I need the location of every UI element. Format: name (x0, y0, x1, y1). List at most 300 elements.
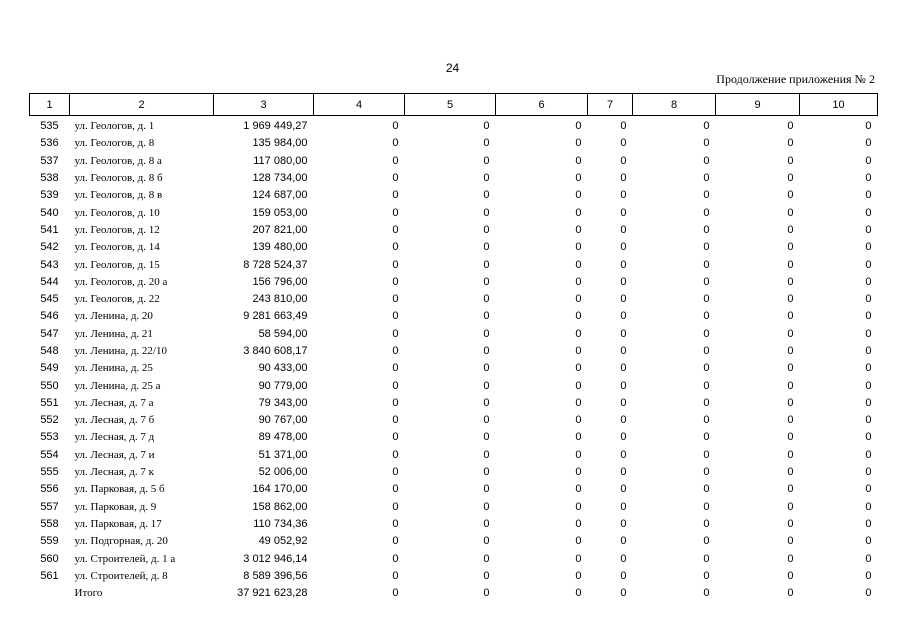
table-row-col-6: 0 (575, 223, 582, 236)
total-row-col-9: 0 (787, 587, 794, 600)
column-header-5: 5 (405, 94, 496, 116)
table-row-col-9: 0 (787, 431, 794, 444)
table-row-col-6: 0 (575, 379, 582, 392)
table-row-address: ул. Подгорная, д. 20 (74, 535, 168, 548)
table-row (30, 153, 878, 170)
table-row-amount: 1 969 449,27 (243, 120, 308, 133)
table-row-col-9: 0 (787, 396, 794, 409)
table-row-col-10: 0 (865, 345, 872, 357)
total-row-col-7: 0 (620, 587, 627, 600)
table-row-col-6: 0 (575, 535, 582, 548)
table-row-address: ул. Лесная, д. 7 а (74, 396, 154, 409)
table-row-row-number: 543 (40, 258, 59, 271)
table-row-col-5: 0 (483, 569, 490, 582)
table-row-col-10: 0 (865, 310, 872, 323)
table-row-col-8: 0 (703, 258, 710, 271)
table-row-col-7: 0 (620, 223, 627, 236)
table-row-amount: 135 984,00 (252, 137, 308, 150)
table-row-col-6: 0 (575, 206, 582, 219)
table-row-col-9: 0 (787, 517, 794, 530)
table-row (30, 481, 878, 498)
table-row-col-9: 0 (787, 345, 794, 357)
table-row-col-8: 0 (703, 466, 710, 479)
column-header-4: 4 (314, 94, 405, 116)
table-row-col-9: 0 (787, 275, 794, 288)
table-row-col-6: 0 (575, 293, 582, 306)
table-row-col-10: 0 (865, 154, 872, 167)
table-row-row-number: 556 (40, 483, 59, 496)
page-number: 24 (445, 61, 460, 75)
table-row-col-8: 0 (703, 414, 710, 427)
table-row-address: ул. Парковая, д. 5 б (74, 483, 165, 496)
table-row-col-9: 0 (787, 206, 794, 219)
table-row (30, 135, 878, 152)
table-row-amount: 128 734,00 (252, 172, 308, 185)
table-row-col-7: 0 (620, 275, 627, 288)
table-row-address: ул. Лесная, д. 7 б (74, 414, 155, 427)
total-row-row-number (30, 585, 70, 602)
table-row (30, 187, 878, 204)
table-row-amount: 90 433,00 (258, 362, 308, 375)
table-row-row-number: 540 (40, 206, 59, 219)
column-header-9: 9 (716, 94, 800, 116)
table-row-amount: 9 281 663,49 (243, 310, 308, 323)
table-row (30, 429, 878, 446)
table-row-col-10: 0 (865, 379, 872, 392)
table-row-row-number: 555 (40, 466, 59, 479)
column-header-8: 8 (633, 94, 716, 116)
table-row-col-10: 0 (865, 275, 872, 288)
table-row-col-8: 0 (703, 431, 710, 444)
table-row-col-4: 0 (392, 448, 399, 461)
total-row (30, 585, 878, 602)
table-row-address: ул. Геологов, д. 1 (74, 120, 155, 133)
table-row-col-8: 0 (703, 293, 710, 306)
table-row-col-10: 0 (865, 223, 872, 236)
table-row-row-number: 544 (40, 275, 59, 288)
table-row-col-7: 0 (620, 327, 627, 340)
table-row-amount: 51 371,00 (258, 448, 308, 461)
table-row-col-9: 0 (787, 189, 794, 202)
table-row-row-number: 537 (40, 154, 59, 167)
table-row-col-10: 0 (865, 293, 872, 306)
table-row-col-7: 0 (620, 414, 627, 427)
table-row-col-8: 0 (703, 500, 710, 513)
data-table (29, 93, 878, 602)
table-row-col-10: 0 (865, 483, 872, 496)
table-row-col-9: 0 (787, 500, 794, 513)
table-row-address: ул. Лесная, д. 7 д (74, 431, 155, 444)
table-row-col-8: 0 (703, 483, 710, 496)
table-row-col-4: 0 (392, 552, 399, 565)
table-row-col-10: 0 (865, 414, 872, 427)
table-row (30, 308, 878, 325)
table-row-col-5: 0 (483, 345, 490, 357)
table-row (30, 170, 878, 187)
total-row-col-5: 0 (483, 587, 490, 600)
table-row-col-4: 0 (392, 241, 399, 254)
table-row-row-number: 538 (40, 172, 59, 185)
table-row-col-7: 0 (620, 362, 627, 375)
table-row-col-7: 0 (620, 172, 627, 185)
table-row-col-9: 0 (787, 310, 794, 323)
table-row (30, 550, 878, 567)
table-row-col-8: 0 (703, 327, 710, 340)
table-row-amount: 3 840 608,17 (243, 345, 308, 357)
table-row-col-8: 0 (703, 345, 710, 357)
table-row-col-10: 0 (865, 448, 872, 461)
table-row-col-5: 0 (483, 275, 490, 288)
column-header-7: 7 (588, 94, 633, 116)
table-row-col-8: 0 (703, 241, 710, 254)
table-row-col-9: 0 (787, 293, 794, 306)
table-row-address: ул. Парковая, д. 17 (74, 517, 162, 530)
table-row-row-number: 545 (40, 293, 59, 306)
table-row-col-6: 0 (575, 414, 582, 427)
table-row-col-6: 0 (575, 552, 582, 565)
table-row-col-5: 0 (483, 552, 490, 565)
table-row-row-number: 554 (40, 448, 59, 461)
table-row-col-5: 0 (483, 483, 490, 496)
table-row-address: ул. Геологов, д. 8 (74, 137, 155, 150)
table-row (30, 256, 878, 273)
table-row-col-9: 0 (787, 569, 794, 582)
table-header (30, 94, 878, 116)
table-row-col-10: 0 (865, 172, 872, 185)
table-row-col-6: 0 (575, 448, 582, 461)
table-row-col-10: 0 (865, 517, 872, 530)
table-row-col-5: 0 (483, 327, 490, 340)
table-row-col-5: 0 (483, 189, 490, 202)
table-row-col-5: 0 (483, 517, 490, 530)
table-row-row-number: 548 (40, 345, 59, 357)
table-row-col-6: 0 (575, 362, 582, 375)
table-row-col-9: 0 (787, 379, 794, 392)
table-row-address: ул. Лесная, д. 7 к (74, 466, 154, 479)
table-row-col-5: 0 (483, 431, 490, 444)
table-row-address: ул. Геологов, д. 10 (74, 206, 160, 219)
table-row-col-9: 0 (787, 414, 794, 427)
table-row-row-number: 549 (40, 362, 59, 375)
table-row-col-7: 0 (620, 535, 627, 548)
table-row-col-4: 0 (392, 172, 399, 185)
table-row-col-10: 0 (865, 241, 872, 254)
table-row-amount: 3 012 946,14 (243, 552, 308, 565)
appendix-caption: Продолжение приложения № 2 (716, 72, 875, 86)
table-row-col-7: 0 (620, 396, 627, 409)
table-row-col-9: 0 (787, 552, 794, 565)
table-row-col-4: 0 (392, 189, 399, 202)
table-row-col-6: 0 (575, 137, 582, 150)
column-header-3: 3 (214, 94, 314, 116)
table-row-col-4: 0 (392, 137, 399, 150)
table-row-address: ул. Геологов, д. 8 б (74, 172, 163, 185)
table-row-col-10: 0 (865, 327, 872, 340)
table-row-col-8: 0 (703, 154, 710, 167)
table-row-address: ул. Ленина, д. 21 (74, 327, 153, 340)
table-row-col-10: 0 (865, 362, 872, 375)
total-row-amount: 37 921 623,28 (237, 587, 308, 600)
table-row (30, 343, 878, 360)
table-row-col-10: 0 (865, 466, 872, 479)
table-row-address: ул. Геологов, д. 14 (74, 241, 160, 254)
table-row-col-6: 0 (575, 431, 582, 444)
table-row-col-10: 0 (865, 569, 872, 582)
total-row-col-4: 0 (392, 587, 399, 600)
column-header-10: 10 (800, 94, 878, 116)
table-row-col-7: 0 (620, 552, 627, 565)
table-row-col-7: 0 (620, 120, 627, 133)
table-row-col-8: 0 (703, 535, 710, 548)
table-row-col-8: 0 (703, 552, 710, 565)
table-row-col-10: 0 (865, 258, 872, 271)
table-row-col-8: 0 (703, 206, 710, 219)
table-row-col-8: 0 (703, 517, 710, 530)
table-row-address: ул. Геологов, д. 15 (74, 258, 160, 271)
table-row (30, 377, 878, 394)
table-row-col-4: 0 (392, 154, 399, 167)
table-row-col-10: 0 (865, 500, 872, 513)
table-row-address: ул. Геологов, д. 8 а (74, 154, 162, 167)
table-row-amount: 79 343,00 (258, 396, 308, 409)
table-row-col-10: 0 (865, 552, 872, 565)
table-row-col-5: 0 (483, 535, 490, 548)
table-row-col-5: 0 (483, 362, 490, 375)
table-row-col-9: 0 (787, 258, 794, 271)
table-row (30, 222, 878, 239)
table-row-col-10: 0 (865, 431, 872, 444)
table-row-col-10: 0 (865, 396, 872, 409)
table-row-col-7: 0 (620, 189, 627, 202)
table-row-col-4: 0 (392, 414, 399, 427)
table-row-col-7: 0 (620, 241, 627, 254)
table-row-col-6: 0 (575, 310, 582, 323)
table-row-amount: 158 862,00 (252, 500, 308, 513)
table-row-address: ул. Ленина, д. 20 (74, 310, 153, 323)
table-row-row-number: 558 (40, 517, 59, 530)
table-row-amount: 52 006,00 (258, 466, 308, 479)
table-row-address: ул. Геологов, д. 22 (74, 293, 160, 306)
table-row-amount: 159 053,00 (252, 206, 308, 219)
table-row-col-5: 0 (483, 500, 490, 513)
table-row-col-7: 0 (620, 448, 627, 461)
table-row-col-5: 0 (483, 414, 490, 427)
table-row-col-4: 0 (392, 431, 399, 444)
table-row-col-6: 0 (575, 569, 582, 582)
table-row-row-number: 536 (40, 137, 59, 150)
table-row-col-4: 0 (392, 466, 399, 479)
table-row-row-number: 551 (40, 396, 59, 409)
table-row-amount: 58 594,00 (258, 327, 308, 340)
table-row-col-9: 0 (787, 137, 794, 150)
table-row-col-6: 0 (575, 172, 582, 185)
table-row-col-9: 0 (787, 327, 794, 340)
table-row-col-6: 0 (575, 258, 582, 271)
table-row-col-4: 0 (392, 120, 399, 133)
table-row-col-7: 0 (620, 345, 627, 357)
table-row-col-7: 0 (620, 431, 627, 444)
table-row-col-8: 0 (703, 189, 710, 202)
header-row (30, 94, 878, 116)
total-row-address: Итого (74, 587, 103, 600)
table-row-col-9: 0 (787, 120, 794, 133)
table-row-col-7: 0 (620, 137, 627, 150)
table-row-col-8: 0 (703, 275, 710, 288)
table-row (30, 447, 878, 464)
table-row-col-8: 0 (703, 223, 710, 236)
table-row-col-4: 0 (392, 569, 399, 582)
table-row-col-8: 0 (703, 137, 710, 150)
table-row-col-6: 0 (575, 500, 582, 513)
total-row-col-8: 0 (703, 587, 710, 600)
table-row-row-number: 552 (40, 414, 59, 427)
table-row-col-7: 0 (620, 569, 627, 582)
table-row-amount: 90 767,00 (258, 414, 308, 427)
table-row-col-8: 0 (703, 448, 710, 461)
table-row-col-5: 0 (483, 241, 490, 254)
table-row-address: ул. Геологов, д. 20 а (74, 275, 168, 288)
total-row-col-6: 0 (575, 587, 582, 600)
table-row-address: ул. Ленина, д. 22/10 (74, 345, 167, 357)
table-row-col-5: 0 (483, 120, 490, 133)
table-row-amount: 90 779,00 (258, 379, 308, 392)
table-row-row-number: 541 (40, 223, 59, 236)
table-row-col-9: 0 (787, 362, 794, 375)
table-row-col-4: 0 (392, 362, 399, 375)
table-row-col-5: 0 (483, 466, 490, 479)
table-row-row-number: 550 (40, 379, 59, 392)
table-row-col-5: 0 (483, 223, 490, 236)
table-row (30, 412, 878, 429)
table-row-col-9: 0 (787, 154, 794, 167)
table-row-amount: 110 734,36 (253, 517, 308, 530)
table-row-col-8: 0 (703, 569, 710, 582)
table-row-amount: 49 052,92 (258, 535, 308, 548)
table-row-col-5: 0 (483, 448, 490, 461)
table-row-row-number: 561 (40, 569, 59, 582)
table-row-row-number: 560 (40, 552, 59, 565)
table-row-address: ул. Геологов, д. 8 в (74, 189, 163, 202)
table-row-row-number: 535 (40, 120, 59, 133)
table-row-col-7: 0 (620, 258, 627, 271)
table-row-col-4: 0 (392, 500, 399, 513)
table-row-row-number: 539 (40, 189, 59, 202)
table-row (30, 116, 878, 136)
total-row-col-10: 0 (865, 587, 872, 600)
table-row-address: ул. Парковая, д. 9 (74, 500, 157, 513)
table-row-col-10: 0 (865, 189, 872, 202)
table-row-col-8: 0 (703, 120, 710, 133)
table-row-col-6: 0 (575, 517, 582, 530)
table-row-col-7: 0 (620, 483, 627, 496)
table-row-col-4: 0 (392, 258, 399, 271)
table-row-col-9: 0 (787, 241, 794, 254)
table-row-col-6: 0 (575, 154, 582, 167)
table-row-col-8: 0 (703, 172, 710, 185)
table-row-col-5: 0 (483, 137, 490, 150)
column-header-1: 1 (30, 94, 70, 116)
table-row-address: ул. Строителей, д. 1 а (74, 552, 176, 565)
table-row-col-9: 0 (787, 172, 794, 185)
column-header-6: 6 (496, 94, 588, 116)
table-row-amount: 243 810,00 (252, 293, 308, 306)
table-row-amount: 8 728 524,37 (243, 258, 308, 271)
table-row-row-number: 542 (40, 241, 59, 254)
table-row-row-number: 547 (40, 327, 59, 340)
table-row-row-number: 553 (40, 431, 59, 444)
table-row-col-9: 0 (787, 448, 794, 461)
table-row (30, 533, 878, 550)
table-row-col-9: 0 (787, 223, 794, 236)
table-row-col-4: 0 (392, 275, 399, 288)
table-row-col-6: 0 (575, 120, 582, 133)
table-row-address: ул. Ленина, д. 25 (74, 362, 153, 375)
table-row-col-4: 0 (392, 293, 399, 306)
table-row (30, 395, 878, 412)
table-row-col-10: 0 (865, 206, 872, 219)
table-row (30, 204, 878, 221)
table-row-col-5: 0 (483, 206, 490, 219)
table-row (30, 239, 878, 256)
table-row-col-5: 0 (483, 293, 490, 306)
table-body (30, 116, 878, 603)
column-header-2: 2 (70, 94, 214, 116)
table-row-amount: 89 478,00 (258, 431, 308, 444)
table-row (30, 499, 878, 516)
table-row-col-7: 0 (620, 379, 627, 392)
table-row-row-number: 559 (40, 535, 59, 548)
table-row-amount: 124 687,00 (252, 189, 308, 202)
table-row-col-6: 0 (575, 275, 582, 288)
table-row-col-5: 0 (483, 396, 490, 409)
table-row-col-4: 0 (392, 223, 399, 236)
table-row-col-4: 0 (392, 327, 399, 340)
table-row-col-7: 0 (620, 206, 627, 219)
table-row-col-9: 0 (787, 483, 794, 496)
table-row (30, 464, 878, 481)
table-row (30, 291, 878, 308)
table-row-col-6: 0 (575, 327, 582, 340)
table-row-row-number: 546 (40, 310, 59, 323)
table-row-col-7: 0 (620, 517, 627, 530)
table-row (30, 360, 878, 377)
table-row-col-7: 0 (620, 500, 627, 513)
table-row-col-5: 0 (483, 154, 490, 167)
table-row (30, 568, 878, 585)
table-row-col-4: 0 (392, 345, 399, 357)
table-row-col-5: 0 (483, 258, 490, 271)
table-row-col-6: 0 (575, 345, 582, 357)
table-row-col-4: 0 (392, 310, 399, 323)
table-row-col-8: 0 (703, 379, 710, 392)
table-row-col-5: 0 (483, 379, 490, 392)
table-row-row-number: 557 (40, 500, 59, 513)
table-row-col-8: 0 (703, 310, 710, 323)
table-row-amount: 156 796,00 (252, 275, 308, 288)
table-row-col-7: 0 (620, 310, 627, 323)
table-row-col-6: 0 (575, 241, 582, 254)
table-row-col-4: 0 (392, 535, 399, 548)
table-row-amount: 117 080,00 (253, 154, 308, 167)
table-row-col-9: 0 (787, 535, 794, 548)
table-row-col-7: 0 (620, 293, 627, 306)
table-row-amount: 139 480,00 (252, 241, 308, 254)
table-row-amount: 207 821,00 (252, 223, 308, 236)
table-row-col-10: 0 (865, 137, 872, 150)
table-row-col-4: 0 (392, 379, 399, 392)
table-row-col-7: 0 (620, 466, 627, 479)
table-row-col-6: 0 (575, 483, 582, 496)
